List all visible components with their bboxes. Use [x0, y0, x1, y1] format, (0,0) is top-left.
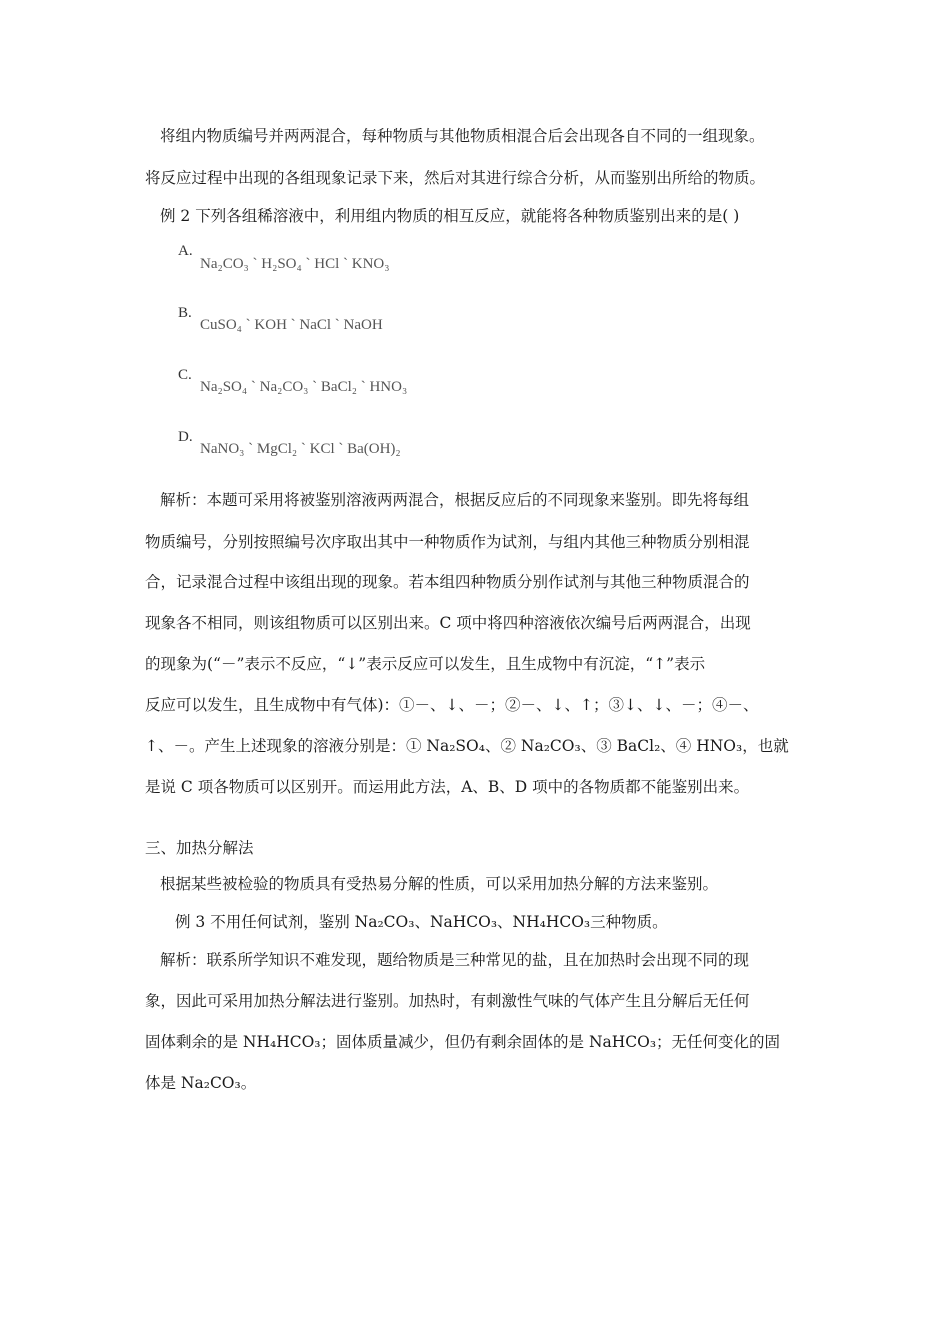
analysis-2-line-4: 现象各不相同，则该组物质可以区别出来。C 项中将四种溶液依次编号后两两混合，出现 — [145, 614, 751, 632]
analysis-2-line-7: ↑、－。产生上述现象的溶液分别是：① Na₂SO₄、② Na₂CO₃、③ BaCl₂、④ HNO₃，也就 — [145, 737, 789, 755]
option-a-letter: A. — [178, 243, 193, 259]
section-3-intro: 根据某些被检验的物质具有受热易分解的性质，可以采用加热分解的方法来鉴别。 — [160, 875, 719, 893]
example-2-question: 例 2 下列各组稀溶液中，利用组内物质的相互反应，就能将各种物质鉴别出来的是( ) — [160, 207, 740, 225]
option-b-formula: CuSO₄ ˋ KOH ˋ NaCl ˋ NaOH — [200, 317, 383, 333]
analysis-2-line-1: 解析：本题可采用将被鉴别溶液两两混合，根据反应后的不同现象来鉴别。即先将每组 — [160, 491, 750, 509]
option-c-letter: C. — [178, 367, 192, 383]
intro-line-1: 将组内物质编号并两两混合，每种物质与其他物质相混合后会出现各自不同的一组现象。 — [160, 127, 765, 145]
analysis-2-line-3: 合，记录混合过程中该组出现的现象。若本组四种物质分别作试剂与其他三种物质混合的 — [145, 573, 750, 591]
option-d-letter: D. — [178, 429, 193, 445]
intro-line-2: 将反应过程中出现的各组现象记录下来，然后对其进行综合分析，从而鉴别出所给的物质。 — [145, 169, 766, 187]
analysis-2-line-2: 物质编号，分别按照编号次序取出其中一种物质作为试剂，与组内其他三种物质分别相混 — [145, 533, 750, 551]
analysis-2-line-8: 是说 C 项各物质可以区别开。而运用此方法，A、B、D 项中的各物质都不能鉴别出来。 — [145, 778, 750, 796]
analysis-3-line-3: 固体剩余的是 NH₄HCO₃；固体质量减少，但仍有剩余固体的是 NaHCO₃；无任何变化的固 — [145, 1033, 781, 1051]
example-3-question: 例 3 不用任何试剂，鉴别 Na₂CO₃、NaHCO₃、NH₄HCO₃三种物质。 — [175, 913, 668, 931]
analysis-3-line-4: 体是 Na₂CO₃。 — [145, 1074, 257, 1092]
analysis-3-line-1: 解析：联系所学知识不难发现，题给物质是三种常见的盐，且在加热时会出现不同的现 — [160, 951, 750, 969]
section-3-heading: 三、加热分解法 — [145, 839, 254, 857]
option-a-formula: Na₂CO₃ ˋ H₂SO₄ ˋ HCl ˋ KNO₃ — [200, 256, 390, 272]
option-b-letter: B. — [178, 305, 192, 321]
analysis-3-line-2: 象，因此可采用加热分解法进行鉴别。加热时，有刺激性气味的气体产生且分解后无任何 — [145, 992, 750, 1010]
option-c-formula: Na₂SO₄ ˋ Na₂CO₃ ˋ BaCl₂ ˋ HNO₃ — [200, 379, 408, 395]
option-d-formula: NaNO₃ ˋ MgCl₂ ˋ KCl ˋ Ba(OH)₂ — [200, 441, 401, 457]
analysis-2-line-6: 反应可以发生，且生成物中有气体)：①－、↓、－；②－、↓、↑；③↓、↓、－；④－、 — [145, 696, 759, 714]
analysis-2-line-5: 的现象为(“－”表示不反应，“↓”表示反应可以发生，且生成物中有沉淀，“↑”表示 — [145, 655, 706, 673]
